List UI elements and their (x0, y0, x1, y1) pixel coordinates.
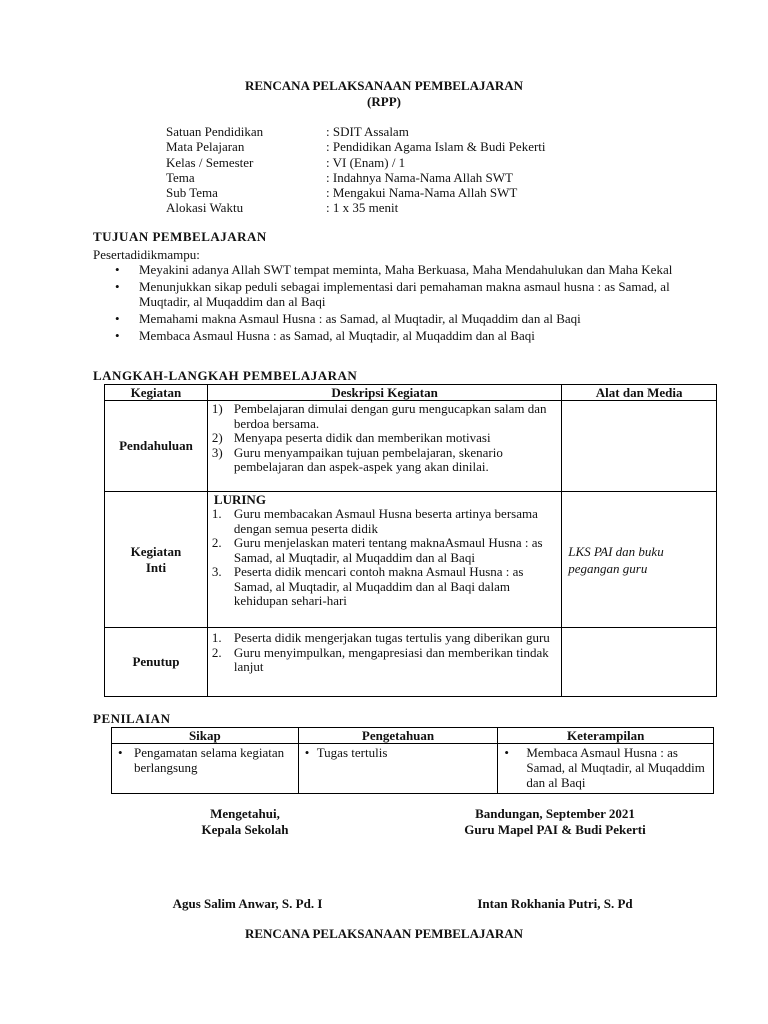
signature-right-line2: Guru Mapel PAI & Budi Pekerti (464, 822, 646, 837)
luring-label: LURING (213, 492, 266, 507)
row-pendahuluan (105, 401, 717, 492)
identity-block (166, 124, 546, 216)
signature-left-line2: Kepala Sekolah (201, 822, 289, 837)
activity-text: Guru menjelaskan materi tentang maknaAsmaul Husna : as Samad, al Muqtadir, al Muqaddim dan al Baqi (233, 535, 543, 565)
activity-item (208, 507, 561, 536)
activity-text: Guru membacakan Asmaul Husna beserta artinya bersama dengan semua peserta didik (233, 506, 538, 536)
alat-penutup (562, 628, 717, 697)
identity-value: : Pendidikan Agama Islam & Budi Pekerti (326, 139, 546, 155)
header-deskripsi: Deskripsi Kegiatan (207, 385, 561, 401)
activity-item (208, 431, 561, 446)
activity-text: Guru menyimpulkan, mengapresiasi dan memberikan tindak lanjut (233, 644, 549, 674)
pendahuluan-list (208, 402, 561, 475)
identity-row (166, 139, 546, 154)
identity-label: Alokasi Waktu (166, 200, 244, 216)
activity-text: Pembelajaran dimulai dengan guru mengucapkan salam dan berdoa bersama. (233, 401, 547, 431)
identity-row (166, 155, 546, 170)
identity-row (166, 124, 546, 139)
identity-row (166, 200, 546, 215)
activity-text: Guru menyampaikan tujuan pembelajaran, skenario pembelajaran dan aspek-aspek yang akan dinilai. (233, 444, 503, 474)
document-title: RENCANA PELAKSANAAN PEMBELAJARAN (244, 78, 524, 93)
identity-value: : Mengakui Nama-Nama Allah SWT (326, 185, 518, 201)
header-pengetahuan: Pengetahuan (298, 728, 498, 744)
header-keterampilan: Keterampilan (498, 728, 714, 744)
kegiatan-pendahuluan: Pendahuluan (105, 401, 208, 492)
steps-heading: LANGKAH-LANGKAH PEMBELAJARAN (93, 368, 358, 383)
header-kegiatan: Kegiatan (105, 385, 208, 401)
activity-number: 2) (211, 430, 223, 445)
identity-label: Satuan Pendidikan (166, 124, 264, 139)
activity-item (208, 536, 561, 565)
sikap-item: • Pengamatan selama kegiatan berlangsung (112, 745, 298, 775)
header-alat: Alat dan Media (562, 385, 717, 401)
footer-title: RENCANA PELAKSANAAN PEMBELAJARAN (244, 926, 524, 941)
activity-number: 1) (211, 401, 223, 416)
signature-right-name: Intan Rokhania Putri, S. Pd (477, 896, 633, 911)
activity-number: 1. (211, 506, 222, 521)
activity-item (208, 565, 561, 609)
signature-left-line1: Mengetahui, (210, 806, 280, 821)
identity-label: Tema (166, 169, 195, 185)
identity-label: Kelas / Semester (166, 154, 254, 170)
kegiatan-inti-label-1: Kegiatan (130, 543, 182, 559)
row-penutup (105, 628, 717, 697)
activity-text: Peserta didik mengerjakan tugas tertulis yang diberikan guru (233, 630, 550, 645)
inti-list (208, 507, 561, 609)
activity-item (208, 646, 561, 675)
identity-value: : SDIT Assalam (326, 124, 409, 139)
goals-list (112, 262, 692, 345)
document-subtitle: (RPP) (367, 94, 401, 109)
assessment-header-row (112, 728, 714, 744)
goals-heading: TUJUAN PEMBELAJARAN (93, 229, 267, 244)
alat-pendahuluan (562, 401, 717, 492)
steps-header-row (105, 385, 717, 401)
identity-value: : Indahnya Nama-Nama Allah SWT (326, 169, 513, 185)
sikap-cell (112, 744, 299, 794)
pengetahuan-item: • Tugas tertulis (299, 745, 498, 760)
keterampilan-item: • Membaca Asmaul Husna : as Samad, al Muqtadir, al Muqaddim dan al Baqi (498, 745, 713, 790)
goal-item: • Membaca Asmaul Husna : as Samad, al Muqtadir, al Muqaddim dan al Baqi (112, 328, 692, 343)
deskripsi-pendahuluan (207, 401, 561, 492)
row-inti (105, 492, 717, 628)
header-sikap: Sikap (112, 728, 299, 744)
assessment-table (111, 727, 714, 794)
alat-inti: LKS PAI dan buku pegangan guru (562, 492, 717, 628)
identity-value: : VI (Enam) / 1 (326, 154, 406, 170)
activity-text: Menyapa peserta didik dan memberikan motivasi (233, 430, 491, 445)
activity-item (208, 446, 561, 475)
signature-left-name: Agus Salim Anwar, S. Pd. I (172, 896, 323, 911)
deskripsi-inti (207, 492, 561, 628)
deskripsi-penutup (207, 628, 561, 697)
identity-value: : 1 x 35 menit (326, 200, 399, 216)
activity-number: 3) (211, 444, 223, 460)
activity-number: 3. (211, 564, 222, 579)
keterampilan-cell (498, 744, 714, 794)
assessment-row (112, 744, 714, 794)
goal-item: • Meyakini adanya Allah SWT tempat meminta, Maha Berkuasa, Maha Mendahulukan dan Maha Kekal (112, 262, 692, 277)
activity-number: 1. (211, 630, 222, 645)
activity-text: Peserta didik mencari contoh makna Asmaul Husna : as Samad, al Muqtadir, al Muqaddim dan al Baqi dalam kehidupan sehari-hari (233, 564, 524, 608)
kegiatan-inti (105, 492, 208, 628)
identity-label: Mata Pelajaran (166, 139, 245, 155)
activity-number: 2. (211, 644, 222, 660)
goal-item: • Menunjukkan sikap peduli sebagai implementasi dari pemahaman makna asmaul husna : as Samad, al Muqtadir, al Muqaddim dan al Baqi (112, 279, 692, 309)
penutup-list (208, 631, 561, 675)
activity-item (208, 402, 561, 431)
pengetahuan-cell (298, 744, 498, 794)
goal-item: • Memahami makna Asmaul Husna : as Samad, al Muqtadir, al Muqaddim dan al Baqi (112, 311, 692, 326)
assessment-heading: PENILAIAN (93, 711, 171, 726)
identity-label: Sub Tema (166, 185, 218, 201)
signature-right-line1: Bandungan, September 2021 (475, 806, 635, 821)
kegiatan-inti-label-2: Inti (145, 559, 167, 575)
identity-row (166, 170, 546, 185)
activity-item (208, 631, 561, 646)
identity-row (166, 185, 546, 200)
activity-number: 2. (211, 535, 222, 550)
goals-intro: Pesertadidikmampu: (93, 247, 200, 262)
kegiatan-penutup: Penutup (105, 628, 208, 697)
steps-table (104, 384, 717, 697)
